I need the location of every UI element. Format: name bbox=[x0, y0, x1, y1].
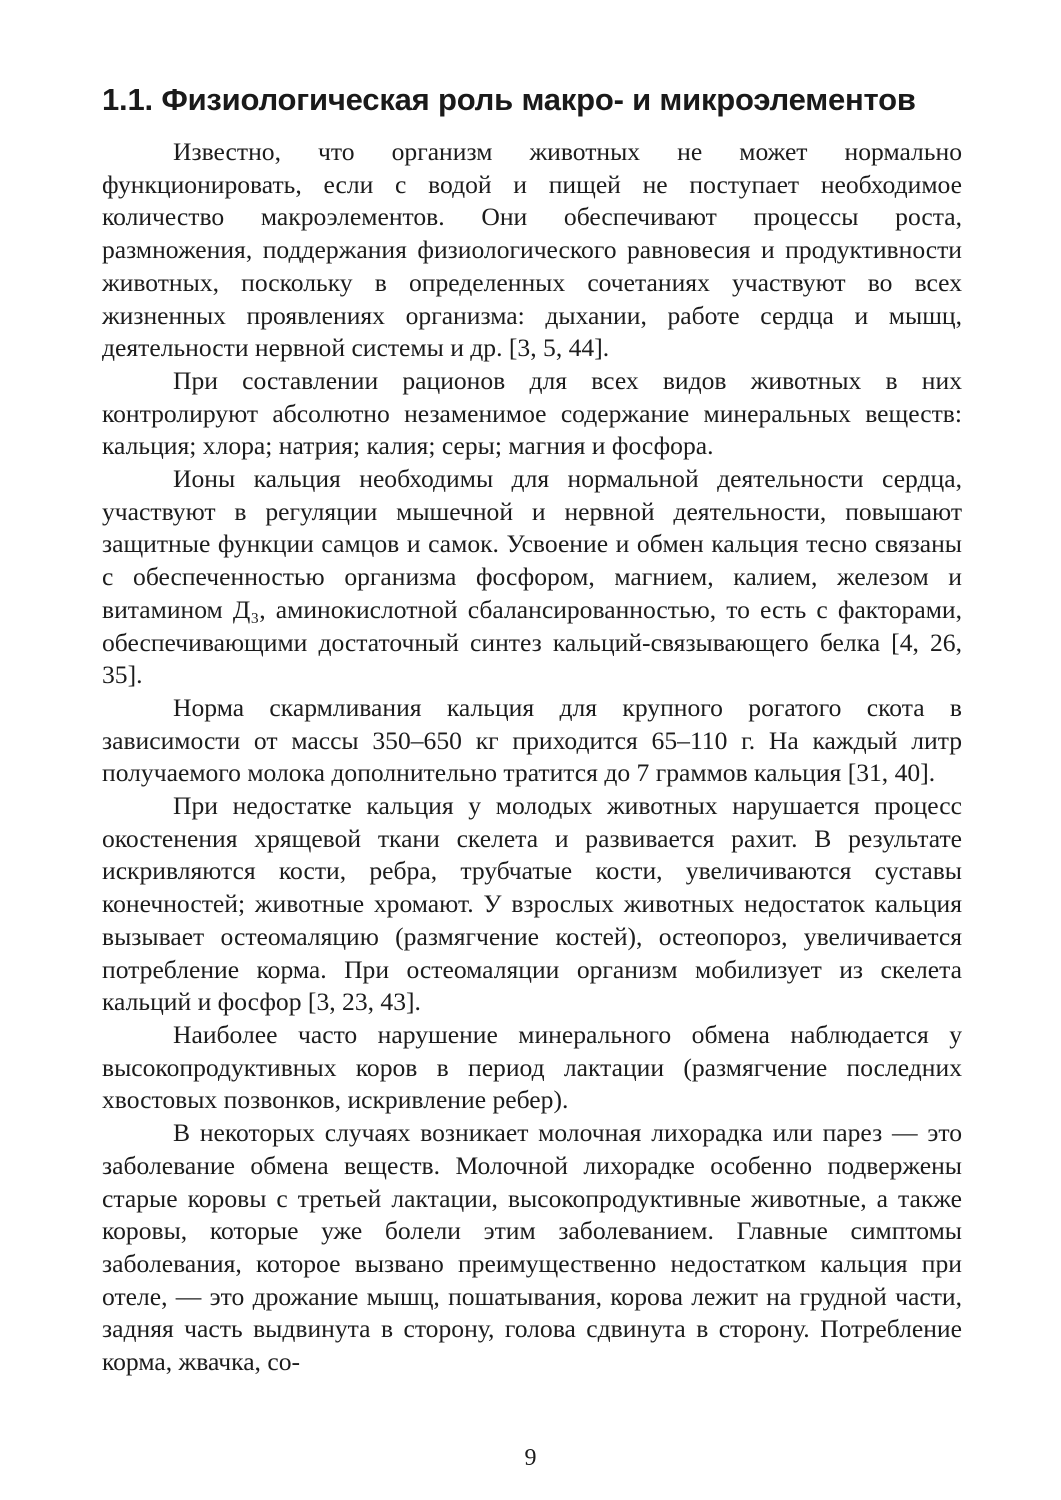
body-text bbox=[102, 136, 962, 1379]
page-number: 9 bbox=[524, 1445, 537, 1471]
paragraph-5: При недостатке кальция у молодых животных нарушается процесс окостенения хрящевой ткани скелета и развивается рахит. В результате искривляются кости, ребра, трубчатые кости, увеличиваются суставы конечностей; животные хромают. У взрослых животных недостаток кальция вызывает остеомаляцию (размягчение костей), остеопороз, увеличивается потребление корма. При остеомаляции организм мобилизует из скелета кальций и фосфор [3, 23, 43]. bbox=[102, 791, 962, 1017]
paragraph-6: Наиболее часто нарушение минерального обмена наблюдается у высокопродуктивных коров в период лактации (размягчение последних хвостовых позвонков, искривление ребер). bbox=[102, 1019, 962, 1115]
paragraph-3: Ионы кальция необходимы для нормальной деятельности сердца, участвуют в регуляции мышечной и нервной деятельности, повышают защитные функции самцов и самок. Усвоение и обмен кальция тесно связаны с обеспеченностью организма фосфором, магнием, калием, железом и витамином Д₃, аминокислотной сбалансированностью, то есть с факторами, обеспечивающими достаточный синтез кальций-связывающего белка [4, 26, 35]. bbox=[102, 464, 962, 690]
paragraph-2: При составлении рационов для всех видов животных в них контролируют абсолютно незаменимое содержание минеральных веществ: кальция; хлора; натрия; калия; серы; магния и фосфора. bbox=[102, 365, 962, 461]
paragraph-7: В некоторых случаях возникает молочная лихорадка или парез — это заболевание обмена веществ. Молочной лихорадке особенно подвержены старые коровы с третьей лактации, высокопродуктивные животные, а также коровы, которые уже болели этим заболеванием. Главные симптомы заболевания, которое вызвано преимущественно недостатком кальция при отеле, — это дрожание мышц, пошатывания, корова лежит на грудной части, задняя часть выдвинута в сторону, голова сдвинута в сторону. Потребление корма, жвачка, со- bbox=[102, 1118, 962, 1377]
paragraph-1: Известно, что организм животных не может нормально функционировать, если с водой и пищей не поступает необходимое количество макроэлементов. Они обеспечивают процессы роста, размножения, поддержания физиологического равновесия и продуктивности животных, поскольку в определенных сочетаниях участвуют во всех жизненных проявлениях организма: дыхании, работе сердца и мышц, деятельности нервной системы и др. [3, 5, 44]. bbox=[102, 137, 962, 363]
section-heading: 1.1. Физиологическая роль макро- и микроэлементов bbox=[102, 82, 916, 117]
paragraph-4: Норма скармливания кальция для крупного рогатого скота в зависимости от массы 350–650 кг приходится 65–110 г. На каждый литр получаемого молока дополнительно тратится до 7 граммов кальция [31, 40]. bbox=[102, 692, 962, 788]
